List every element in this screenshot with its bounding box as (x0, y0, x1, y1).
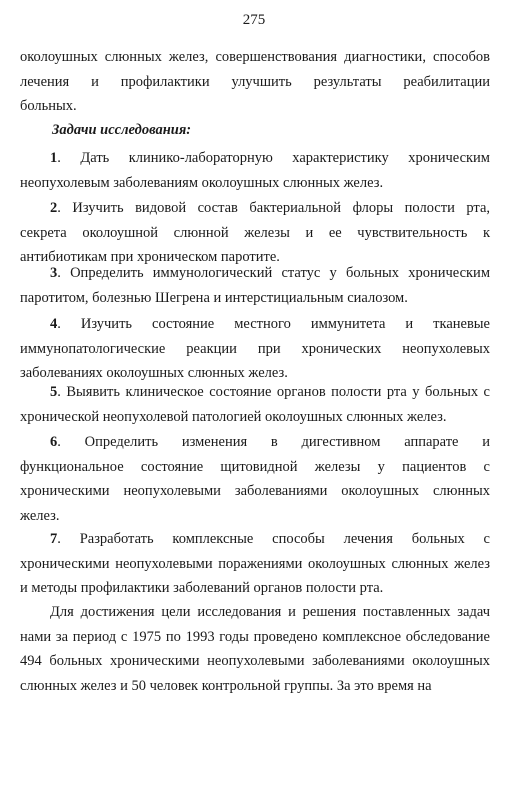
text-line: больных. (20, 98, 77, 114)
text-line: нами за период с 1975 по 1993 годы проведено комплексное обследование (20, 628, 490, 645)
text-line: хронической неопухолевой патологией околоушных слюнных желез. (20, 408, 447, 425)
text-line: заболеваниях околоушных слюнных желез. (20, 365, 288, 381)
text-line: антибиотикам при хроническом паротите. (20, 249, 280, 265)
task-text: . Выявить клиническое состояние органов полости рта у больных с (57, 384, 490, 400)
text-line: функциональное состояние щитовидной железы у пациентов с (20, 458, 490, 475)
text-line: слюнных желез и 50 человек контрольной группы. За это время на (20, 677, 432, 694)
text-line: 494 больных хроническими неопухолевыми заболеваниями околоушных (20, 653, 490, 669)
task-item-2 (20, 196, 490, 270)
task-number: 5 (50, 384, 58, 400)
page-number: 275 (242, 12, 266, 28)
text-line (20, 380, 490, 405)
text-line (20, 196, 490, 221)
task-text: . Определить изменения в дигестивном аппарате и (57, 434, 490, 450)
task-item-4 (20, 312, 490, 386)
task-item-5 (20, 380, 490, 429)
text-line (20, 430, 490, 455)
task-number: 2 (50, 200, 58, 216)
task-item-7 (20, 527, 490, 601)
task-number: 1 (50, 150, 58, 166)
text-line: хроническими неопухолевыми заболеваниями околоушных слюнных (20, 483, 490, 499)
text-line: Для достижения цели исследования и решения поставленных задач (50, 604, 490, 620)
task-number: 7 (50, 531, 58, 547)
task-text: . Определить иммунологический статус у больных хроническим (57, 265, 490, 281)
task-text: . Разработать комплексные способы лечения больных с (57, 531, 490, 547)
text-line: лечения и профилактики улучшить результаты реабилитации (20, 73, 490, 90)
text-line (20, 312, 490, 337)
text-line (20, 527, 490, 552)
text-line: хроническими неопухолевыми поражениями околоушных слюнных желез (20, 555, 490, 572)
task-item-3 (20, 261, 490, 310)
closing-paragraph (20, 600, 490, 698)
text-line: секрета околоушной слюнной железы и ее чувствительность к (20, 224, 490, 241)
text-line: паротитом, болезнью Шегрена и интерстициальным сиалозом. (20, 289, 408, 306)
tasks-heading: Задачи исследования: (52, 122, 192, 138)
task-item-6 (20, 430, 490, 528)
task-number: 3 (50, 265, 58, 281)
task-number: 6 (50, 434, 58, 450)
text-line: иммунопатологические реакции при хронических неопухолевых (20, 340, 490, 357)
task-number: 4 (50, 316, 58, 332)
task-text: . Дать клинико-лабораторную характеристику хроническим (57, 150, 490, 166)
text-line: и методы профилактики заболеваний органов полости рта. (20, 580, 384, 596)
task-text: . Изучить состояние местного иммунитета и тканевые (57, 316, 490, 332)
text-line (20, 261, 490, 286)
task-item-1 (20, 146, 490, 195)
task-text: . Изучить видовой состав бактериальной флоры полости рта, (57, 200, 490, 216)
text-line (20, 146, 490, 171)
text-line: околоушных слюнных желез, совершенствования диагностики, способов (20, 49, 490, 65)
text-line: желез. (20, 507, 60, 524)
text-line: неопухолевым заболеваниям околоушных слюнных желез. (20, 174, 384, 191)
intro-paragraph (20, 45, 490, 119)
